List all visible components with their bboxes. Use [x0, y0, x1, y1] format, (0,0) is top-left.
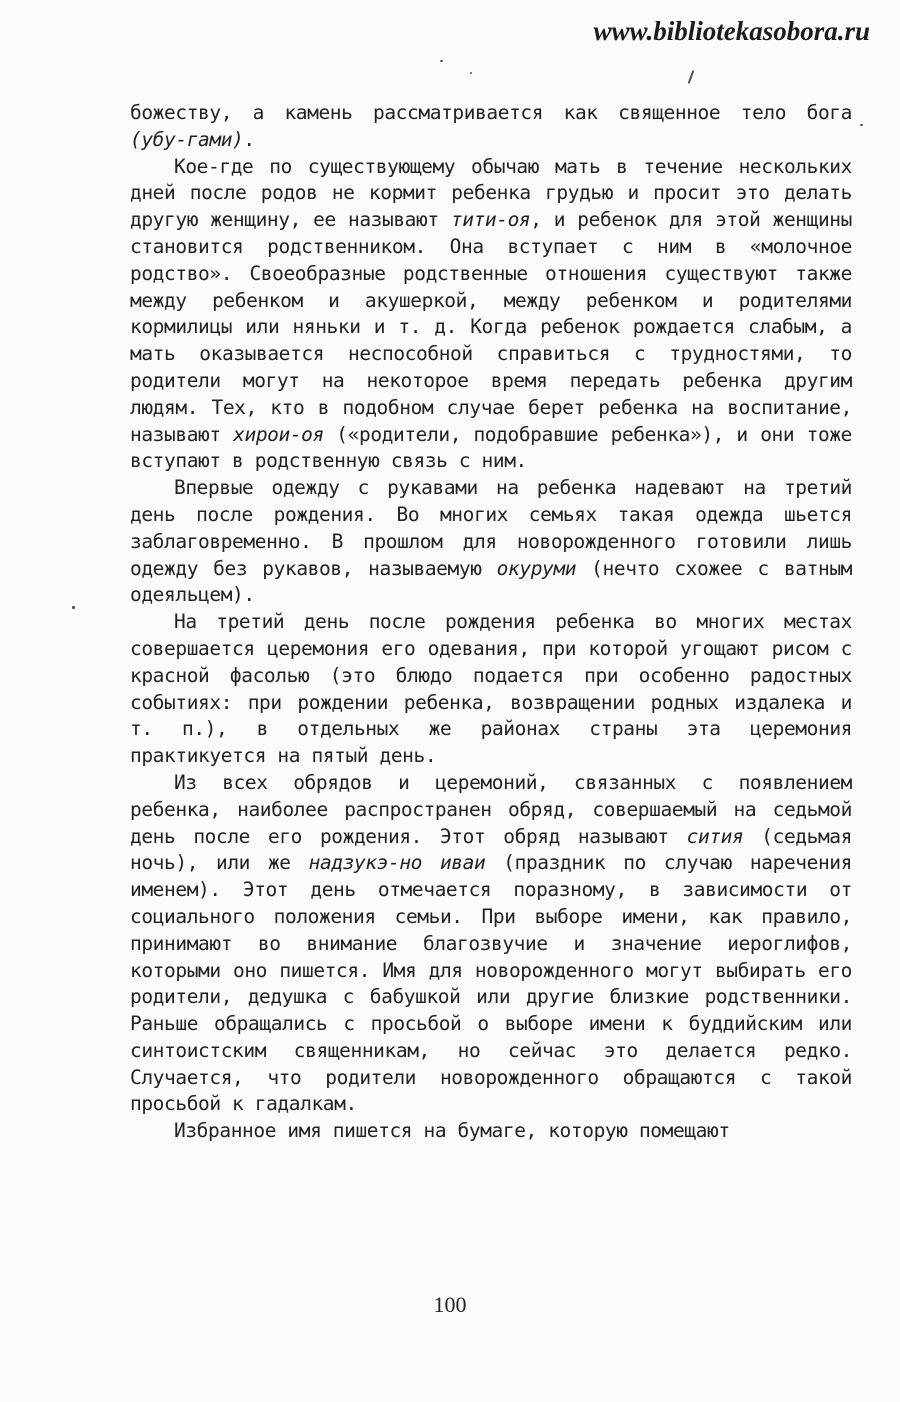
text-run: Кое-где по существующему обычаю мать в течение нескольких дней после родов не кормит ребенка грудью и просит это делать другую женщину, ее называют — [130, 154, 852, 232]
italic-term: сития — [686, 824, 744, 848]
paragraph — [130, 475, 852, 609]
text-run: (седьмая ночь), или же — [130, 824, 852, 875]
paragraph — [130, 1118, 852, 1145]
scan-speck — [688, 70, 695, 84]
text-run: («родители, подобравшие ребенка»), и они тоже вступают в родственную связь с ним. — [130, 422, 852, 473]
paragraph — [130, 100, 852, 154]
text-run: (нечто схожее с ватным одеяльцем). — [130, 556, 852, 607]
text-run: Из всех обрядов и церемоний, связанных с появлением ребенка, наиболее распространен обряд, совершаемый на седьмой день после его рождения. Этот обряд называют — [130, 770, 852, 848]
page-number: 100 — [433, 1292, 467, 1317]
text-run: На третий день после рождения ребенка во многих местах совершается церемония его одевания, при которой угощают рисом с красной фасолью (это блюдо подается при особенно радостных событиях: при рождении ребенка, возвращении родных издалека и т. п.), в отдельных же районах страны эта церемония практикуется на пятый день. — [130, 610, 852, 768]
text-run: . — [243, 127, 255, 151]
italic-term: хирои-оя — [233, 422, 324, 446]
text-run: (праздник по случаю наречения именем). Этот день отмечается поразному, в зависимости от социального положения семьи. При выборе имени, как правило, принимают во внимание благозвучие и значение иероглифов, которыми оно пишется. Имя для новорожденного могут выбирать его родители, дедушка с бабушкой или другие близкие родственники. Раньше обращались с просьбой о выборе имени к буддийским или синтоистским священникам, но сейчас это делается редко. Случается, что родители новорожденного обращаются с такой просьбой к гадалкам. — [130, 851, 852, 1116]
text-run: Впервые одежду с рукавами на ребенка надевают на третий день после рождения. Во многих семьях такая одежда шьется заблаговременно. В прошлом для новорожденного готовили лишь одежду без рукавов, называемую — [130, 476, 852, 580]
text-run: , и ребенок для этой женщины становится родственником. Она вступает с ним в «молочное родство». Своеобразные родственные отношения существуют также между ребенком и акушеркой, между ребенком и родителями кормилицы или няньки и т. д. Когда ребенок рождается слабым, а мать оказывается неспособной справиться с трудностями, то родители могут на некоторое время передать ребенка другим людям. Тех, кто в подобном случае берет ребенка на воспитание, называют — [130, 208, 852, 446]
italic-term: окуруми — [496, 556, 577, 580]
paragraph — [130, 154, 852, 476]
scan-speck — [440, 60, 443, 62]
text-run: божеству, а камень рассматривается как священное тело бога — [130, 101, 852, 124]
page-body-text — [130, 100, 852, 1145]
italic-term: надзукэ-но иваи — [308, 851, 486, 875]
italic-term: тити-оя — [450, 208, 531, 232]
italic-term: (убу-гами) — [130, 127, 244, 151]
paragraph — [130, 609, 852, 770]
watermark-url[interactable]: www.bibliotekasobora.ru — [593, 16, 870, 46]
scan-speck — [72, 606, 75, 609]
scan-speck — [470, 72, 472, 74]
scan-speck — [860, 124, 863, 126]
text-run: Избранное имя пишется на бумаге, которую помещают — [174, 1119, 730, 1143]
paragraph — [130, 770, 852, 1118]
